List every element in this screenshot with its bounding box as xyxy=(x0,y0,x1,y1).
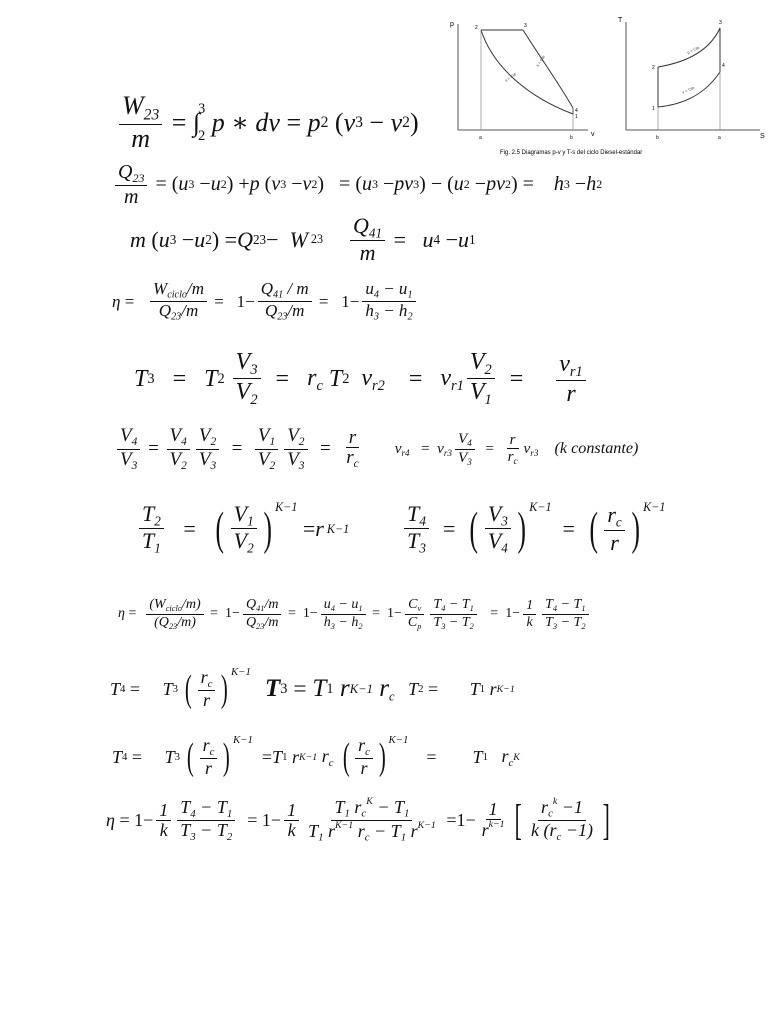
pv-tick-a: a xyxy=(479,135,482,141)
pv-y-label: p xyxy=(450,21,454,28)
eq-t4-t3-t2: T 4 = T 3 ( $\frac{r_c}{r}$ ) $^{K-1}$ T 3 = T 1 r K−1 $r_c$ T 2 = T 1 r K−1 xyxy=(110,666,515,711)
eq-volume-ratio: $\frac{V_4}{V_3}$ = $\frac{V_4}{V_2}$ $\frac{V_2}{V_3}$ = $\frac{V_1}{V_2}$ $\frac{V_2}{V_3}$ = $\frac{r}{r_c}$ $v_{r4}$ = $v_{r3}$ $\frac{V_4}{V_3}$ = $\frac{r}{r_c}$ $v_{r3}$ (k constante) xyxy=(114,426,638,472)
pv-x-label: v xyxy=(591,131,595,138)
ts-point-2: 2 xyxy=(652,65,655,71)
svg-text:p = Cte: p = Cte xyxy=(686,44,701,55)
svg-text:v = Cte: v = Cte xyxy=(681,84,696,95)
pv-ts-diagrams xyxy=(448,12,768,162)
ts-tick-a: a xyxy=(718,135,721,141)
ts-point-1: 1 xyxy=(652,106,655,112)
eq-temperature-ratios: $\frac{T_2}{T_1}$ = ( $\frac{V_1}{V_2}$ ) $^{K-1}$ = r K−1 $\frac{T_4}{T_3}$ = ( $\frac{V_3}{V_4}$ ) $^{K-1}$ = ( $\frac{r_c}{r}$ ) $^{K-1}$ xyxy=(136,502,665,557)
eq-energy-balance: m ( u 3 − u 2 ) = Q 23 − W 23 $\frac{Q_{41}}{m}$ = u 4 − u 1 xyxy=(130,213,476,266)
ts-tick-b: b xyxy=(656,135,659,141)
k-constante-note: (k constante) xyxy=(554,440,639,458)
eq-temperature-t3: T 3 = T 2 $\frac{V_3}{V_2}$ = $r_c$ T 2 $v_{r2}$ = $v_{r1}$ $\frac{V_2}{V_1}$ = $\frac{v_{r1}}{r}$ xyxy=(134,350,589,409)
figure-caption: Fig. 2.5 Diagramas p-v y T-s del ciclo Diesel-estándar xyxy=(500,150,643,156)
ts-point-4: 4 xyxy=(722,63,725,69)
ts-y-label: T xyxy=(618,17,623,24)
pv-point-2: 2 xyxy=(475,25,478,31)
eq-efficiency-final: η = 1− $\frac{1}{k}$ $\frac{T_4 - T_1}{T_3 - T_2}$ = 1− $\frac{1}{k}$ $\frac{T_1 r_c^K - T_1}{T_1 r^{K-1} r_c - T_1 r^{K-1}}$ =1− $\frac{1}{r^{k-1}}$ [ $\frac{r_c^k -1}{k (r_c -1)}$ ] xyxy=(106,795,610,844)
eq-efficiency-1: η = $\frac{W_{ciclo}/m}{Q_{23}/m}$ = 1− $\frac{Q_{41} / m}{Q_{23}/m}$ = 1− $\frac{u_4 - u_1}{h_3 - h_2}$ xyxy=(112,280,419,323)
pv-point-1: 1 xyxy=(575,114,578,120)
ts-x-label: S xyxy=(760,133,765,140)
eq-efficiency-2: η = $\frac{(W_{ciclo}/m)}{(Q_{23}/m)}$ = 1− $\frac{Q_{41}/m}{Q_{23}/m}$ = 1− $\frac{u_4 - u_1}{h_3 - h_2}$ = 1− $\frac{C_v}{C_p}$ $\frac{T_4 - T_1}{T_3 - T_2}$ = 1− $\frac{1}{k}$ $\frac{T_4 - T_1}{T_3 - T_2}$ xyxy=(118,598,592,631)
eq-heat-23: $\frac{Q_{23}}{m}$ = ( u 3 − u 2 ) + p ( v 3 − v 2 ) = ( u 3 − pv 3 ) − ( u 2 − pv 2 ) = h 3 − h 2 xyxy=(112,162,602,208)
pv-diagram xyxy=(450,21,595,141)
pv-point-4: 4 xyxy=(575,108,578,114)
svg-text:s = Cte: s = Cte xyxy=(534,54,547,68)
cycle-diagrams-figure xyxy=(448,12,768,162)
eq-t4-expanded: T 4 = T 3 ( $\frac{r_c}{r}$ ) $^{K-1}$ = T 1 r K−1 $r_c$ ( $\frac{r_c}{r}$ ) $^{K-1}$ = T 1 $r_c$ K xyxy=(112,734,520,779)
ts-diagram xyxy=(618,17,765,141)
svg-text:s = Cte: s = Cte xyxy=(503,71,518,83)
pv-point-3: 3 xyxy=(524,23,527,29)
ts-point-3: 3 xyxy=(719,20,722,26)
eq-work-23: $\frac{W_{23}}{m}$ = ∫ 3 2 p ∗ dv = p 2 ( v 3 − v 2 ) xyxy=(116,92,419,153)
pv-tick-b: b xyxy=(570,135,573,141)
